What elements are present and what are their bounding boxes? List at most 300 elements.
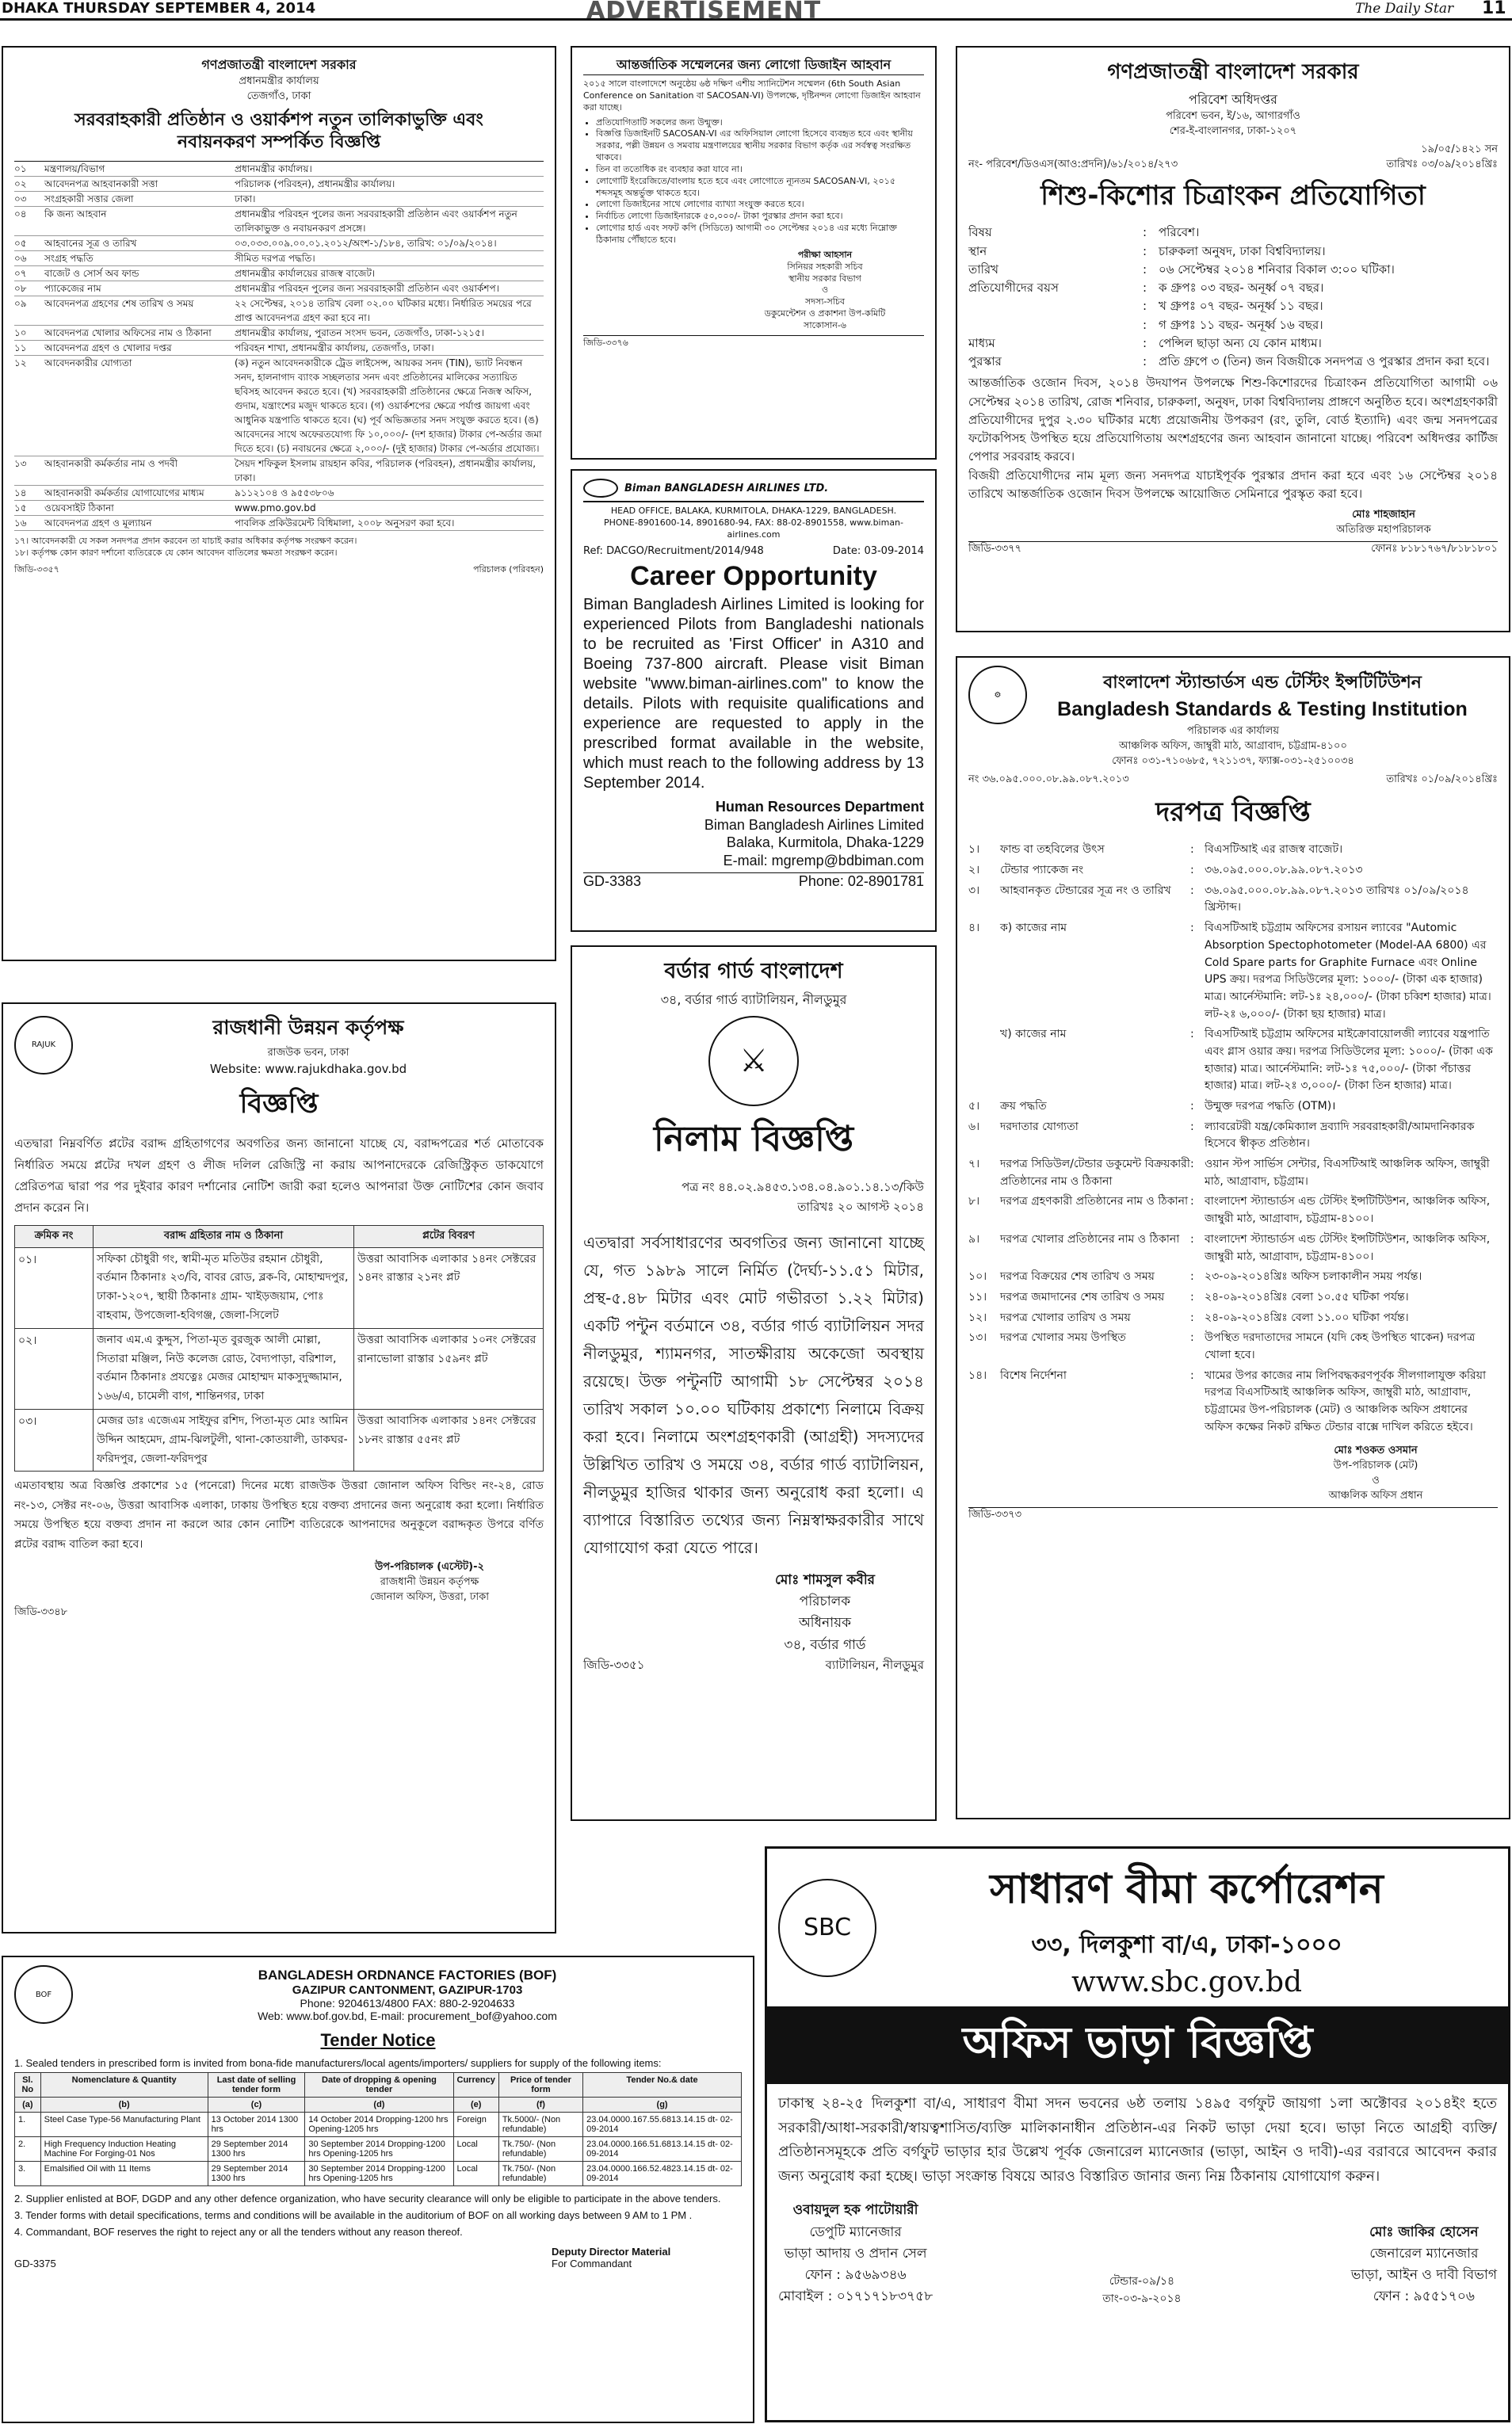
signature-name: মোঃ শওকত ওসমান bbox=[1334, 1445, 1418, 1457]
cell-allottee: মেজর ডাঃ এজেএম সাইফুর রশিদ, পিতা-মৃত মোঃ আমিন উদ্দিন আহমেদ, গ্রাম-ঝিলটুলী, থানা-কোতয়ালী, ডাকঘর- ফরিদপুর, জেলা-ফরিদপুর bbox=[94, 1409, 354, 1471]
table-row bbox=[14, 516, 544, 531]
row-number: ১০। bbox=[968, 1270, 987, 1284]
row-number: ১৫ bbox=[14, 502, 27, 513]
row-number: ০৫ bbox=[14, 237, 27, 249]
cell-sell: 13 October 2014 1300 hrs bbox=[208, 2113, 305, 2137]
row-key: খ) কাজের নাম bbox=[1000, 1028, 1067, 1041]
table-header: Nomenclature & Quantity bbox=[40, 2073, 208, 2098]
list-item: • নির্বাচিত লোগো ডিজাইনারকে ৫০,০০০/- টাকা পুরস্কার প্রদান করা হবে। bbox=[596, 211, 924, 223]
row-key: সংগ্রহকারী সত্তার জেলা bbox=[44, 193, 134, 204]
cell-sell: 29 September 2014 1300 hrs bbox=[208, 2162, 305, 2186]
cell-sl: 3. bbox=[15, 2162, 41, 2186]
row-key: প্যাকেজের নাম bbox=[44, 282, 101, 294]
contact-phone: ফোন : ৯৫৬৯৩৪৬ bbox=[804, 2266, 907, 2283]
cell-price: Tk.750/- (Non refundable) bbox=[498, 2137, 582, 2162]
row-key: আহবানের সূত্র ও তারিখ bbox=[44, 237, 137, 249]
list-item: • লোগো ডিজাইনের সাথে লোগোর ব্যাখ্যা সংযুক্ত করতে হবে। bbox=[596, 199, 924, 211]
address: ৩৩, দিলকুশা বা/এ, ঢাকা-১০০০ bbox=[1031, 1931, 1342, 1959]
ad-title: গণপ্রজাতন্ত্রী বাংলাদেশ সরকার bbox=[1107, 60, 1359, 84]
row-number: ৩। bbox=[968, 884, 980, 897]
note: 4. Commandant, BOF reserves the right to reject any or all the tenders without any reason thereof. bbox=[14, 2226, 463, 2238]
cell-allottee: সফিকা চৌধুরী গং, স্বামী-মৃত মতিউর রহমান চৌধুরী, বর্তমান ঠিকানাঃ ২৩/বি, বাবর রোড, ব্লক-বি, মোহাম্মদপুর, ঢাকা-১২০৭, স্থায়ী ঠিকানাঃ গ্রাম- খাইড়জয়াম, পোঃ বাহবাম, উপজেলা-হবিগঞ্জ, জেলা-সিলেট bbox=[94, 1247, 354, 1328]
row-number: ১২। bbox=[968, 1311, 987, 1324]
detail-key bbox=[968, 316, 1143, 334]
note: ১৮। কর্তৃপক্ষ কোন কারণ দর্শানো ব্যতিরেকে যে কোন আবেদন বাতিলের ক্ষমতা সংরক্ষণ করেন। bbox=[14, 547, 338, 558]
table-row bbox=[14, 501, 544, 516]
row-number: ১১ bbox=[14, 342, 27, 353]
detail-key: তারিখ bbox=[968, 261, 998, 277]
table-row bbox=[15, 2162, 742, 2186]
tender-number: টেন্ডার-০৯/১৪ bbox=[1109, 2274, 1175, 2288]
cell-number: ০১। bbox=[15, 1247, 94, 1328]
table-header: ক্রমিক নং bbox=[15, 1225, 94, 1247]
ad-title-en: Bangladesh Standards & Testing Institution bbox=[1057, 698, 1468, 720]
signature-title: সাকোসান-৬ bbox=[804, 319, 846, 330]
cell-price: Tk.5000/- (Non refundable) bbox=[498, 2113, 582, 2137]
row-number: ০৯ bbox=[14, 297, 27, 309]
table-row bbox=[14, 281, 544, 296]
row-number: ০৬ bbox=[14, 252, 27, 264]
table-header: Currency bbox=[453, 2073, 498, 2098]
detail-colon: : bbox=[1143, 243, 1147, 258]
row-value: ২৪-০৯-২০১৪খ্রিঃ বেলা ১০.৫৫ ঘটিকা পর্যন্ত। bbox=[1205, 1290, 1409, 1304]
contact-mobile: মোবাইল : ০১৭১৭১৮৩৭৫৮ bbox=[778, 2288, 934, 2305]
row-number: ১৩ bbox=[14, 457, 27, 469]
detail-colon: : bbox=[1143, 281, 1147, 296]
ad-subtitle: পরিবেশ ভবন, ই/১৬, আগারগাঁও bbox=[1166, 110, 1300, 122]
cell-item: High Frequency Induction Heating Machine For Forging-01 Nos bbox=[40, 2137, 208, 2162]
row-value: ২৩-০৯-২০১৪খ্রিঃ অফিস চলাকালীন সময় পর্যন্ত। bbox=[1205, 1270, 1422, 1284]
tender-row bbox=[968, 862, 1498, 880]
row-key: বিশেষ নির্দেশনা bbox=[1000, 1369, 1067, 1382]
bsti-logo-icon: ⚙ bbox=[968, 666, 1027, 724]
contact-title: জেনারেল ম্যানেজার bbox=[1369, 2245, 1479, 2262]
detail-row bbox=[968, 223, 1498, 242]
table-row bbox=[14, 192, 544, 207]
detail-row bbox=[968, 316, 1498, 334]
phone: Phone: 9204613/4800 FAX: 880-2-9204633 bbox=[300, 1996, 515, 2010]
row-colon: : bbox=[1190, 1028, 1194, 1041]
detail-row bbox=[968, 297, 1498, 315]
gd-number: জিডি-৩৩৫১ bbox=[583, 1657, 645, 1672]
row-colon: : bbox=[1190, 864, 1194, 877]
phone: Phone: 02-8901781 bbox=[798, 873, 924, 890]
intro: 1. Sealed tenders in prescribed form is invited from bona-fide manufacturers/local agents/importers/ suppliers for supply of the following items: bbox=[14, 2057, 662, 2069]
signature-title: পরিচালক (পরিবহন) bbox=[473, 563, 544, 575]
detail-key: মাধ্যম bbox=[968, 335, 995, 350]
contact-name: ওবায়দুল হক পাটোয়ারী bbox=[792, 2202, 918, 2219]
row-colon: : bbox=[1190, 1369, 1194, 1382]
table-header: প্লটের বিবরণ bbox=[354, 1225, 544, 1247]
signature-title: ডকুমেন্টেশন ও প্রকাশনা উপ-কমিটি bbox=[764, 308, 886, 319]
date: তারিখঃ ২০ আগস্ট ২০১৪ bbox=[797, 1200, 924, 1214]
tender-row bbox=[968, 920, 1498, 1023]
ad-bof-tender bbox=[2, 1956, 754, 2423]
detail-row bbox=[968, 279, 1498, 297]
cell-number: ০৩। bbox=[15, 1409, 94, 1471]
cell-cur: Local bbox=[453, 2162, 498, 2186]
table-row bbox=[14, 177, 544, 192]
table-row bbox=[14, 341, 544, 356]
row-key: ওয়েবসাইট ঠিকানা bbox=[44, 502, 114, 513]
row-number: ৪। bbox=[968, 922, 980, 935]
ad-subtitle: GAZIPUR CANTONMENT, GAZIPUR-1703 bbox=[292, 1983, 523, 1997]
signature-title: পরিচালক bbox=[799, 1594, 851, 1610]
table-row bbox=[15, 1409, 544, 1471]
signature-email: E-mail: mgremp@bdbiman.com bbox=[723, 852, 924, 868]
table-subheader: (c) bbox=[208, 2098, 305, 2113]
reference: নং ৩৬.০৯৫.০০০.০৮.৯৯.০৮৭.২০১৩ bbox=[968, 773, 1129, 785]
row-key: দরপত্র গ্রহণকারী প্রতিষ্ঠানের নাম ও ঠিকানা bbox=[1000, 1195, 1189, 1208]
row-value: www.pmo.gov.bd bbox=[235, 502, 316, 513]
row-value: পরিবহন শাখা, প্রধানমন্ত্রীর কার্যালয়, তেজগাঁও, ঢাকা। bbox=[235, 342, 434, 353]
address: HEAD OFFICE, BALAKA, KURMITOLA, DHAKA-1229, BANGLADESH. bbox=[610, 506, 897, 516]
row-value: পাবলিক প্রকিউরমেন্ট বিধিমালা, ২০০৮ অনুসরণ করা হবে। bbox=[235, 517, 455, 529]
signature-title: অতিরিক্ত মহাপরিচালক bbox=[1336, 523, 1431, 536]
cell-drop: 30 September 2014 Dropping-1200 hrs Opening-1205 hrs bbox=[305, 2137, 453, 2162]
signature-addr: Balaka, Kurmitola, Dhaka-1229 bbox=[726, 834, 924, 851]
signature-org: Biman Bangladesh Airlines Limited bbox=[704, 816, 924, 833]
bgb-emblem-icon: ⚔ bbox=[708, 1016, 799, 1106]
gd-number: জিডি-৩৩৭৭ bbox=[968, 542, 1022, 555]
row-colon: : bbox=[1190, 1270, 1194, 1284]
detail-key: স্থান bbox=[968, 243, 987, 258]
cell-price: Tk.750/- (Non refundable) bbox=[498, 2162, 582, 2186]
signature-name: মোঃ শামসুল কবীর bbox=[774, 1572, 876, 1588]
row-key: আহবানকারী কর্মকর্তার নাম ও পদবী bbox=[44, 457, 178, 469]
row-value: প্রধানমন্ত্রীর কার্যালয়ের রাজস্ব বাজেট। bbox=[235, 267, 376, 279]
signature-sub: For Commandant bbox=[552, 2258, 632, 2269]
ad-subtitle: ফোনঃ ০৩১-৭১০৬৮৫, ৭২১১৩৭, ফ্যাক্স-০৩১-২৫১০০৩৪ bbox=[1112, 754, 1354, 767]
biman-logo-icon bbox=[583, 479, 618, 498]
ad-title: বাংলাদেশ স্ট্যান্ডার্ডস এন্ড টেস্টিং ইন্সটিটিউশন bbox=[1103, 673, 1422, 693]
row-colon: : bbox=[1190, 884, 1194, 897]
row-key: আবেদনকারীর যোগ্যতা bbox=[44, 357, 132, 368]
row-key: টেন্ডার প্যাকেজ নং bbox=[1000, 864, 1084, 877]
row-key: আবেদনপত্র আহবানকারী সত্তা bbox=[44, 178, 158, 189]
cell-drop: 30 September 2014 Dropping-1200 hrs Opening-1205 hrs bbox=[305, 2162, 453, 2186]
row-value: সীমিত দরপত্র পদ্ধতি। bbox=[235, 252, 315, 264]
row-number: ৫। bbox=[968, 1100, 980, 1113]
row-value: বিএসটিআই এর রাজস্ব বাজেট। bbox=[1205, 843, 1343, 857]
page-header bbox=[0, 0, 1512, 25]
row-colon: : bbox=[1190, 843, 1194, 857]
note: ১৭। আবেদনকারী যে সকল সনদপত্র প্রদান করবেন তা যাচাই করার অধিকার কর্তৃপক্ষ সংরক্ষণ করেন। bbox=[14, 535, 357, 546]
bof-logo-icon: BOF bbox=[14, 1965, 73, 2024]
cell-cur: Foreign bbox=[453, 2113, 498, 2137]
detail-row bbox=[968, 261, 1498, 279]
row-value: ল্যাবরেটরী যন্ত্র/কেমিক্যাল দ্রব্যাদি সরবরাহকারী/আমদানিকারক হিসেবে স্বীকৃত প্রতিষ্ঠান। bbox=[1205, 1120, 1475, 1151]
contact-title: ডেপুটি ম্যানেজার bbox=[809, 2224, 902, 2240]
table-header: Tender No.& date bbox=[583, 2073, 742, 2098]
table-row bbox=[15, 2137, 742, 2162]
reference: Ref: DACGO/Recruitment/2014/948 bbox=[583, 544, 764, 557]
tender-row bbox=[968, 1269, 1498, 1286]
row-number: ১৩। bbox=[968, 1331, 987, 1345]
row-key: কি জন্য আহবান bbox=[44, 208, 107, 219]
detail-row bbox=[968, 242, 1498, 261]
tender-row bbox=[968, 1119, 1498, 1153]
contact-name: মোঃ জাকির হোসেন bbox=[1369, 2224, 1479, 2240]
plot-table bbox=[14, 1225, 544, 1472]
table-header: Price of tender form bbox=[498, 2073, 582, 2098]
table-row bbox=[14, 456, 544, 486]
row-value: ঢাকা। bbox=[235, 193, 256, 204]
row-key: দরদাতার যোগ্যতা bbox=[1000, 1120, 1079, 1133]
signature-org: রাজধানী উন্নয়ন কর্তৃপক্ষ bbox=[380, 1576, 479, 1589]
detail-value: ক গ্রুপঃ ০৩ বছর- অনূর্ধ্ব ০৭ বছর। bbox=[1159, 281, 1324, 296]
contact-phone: ফোন : ৯৫৫১৭০৬ bbox=[1373, 2288, 1475, 2305]
detail-colon: : bbox=[1143, 317, 1147, 332]
ad-painting-competition bbox=[956, 46, 1510, 632]
ad-subtitle: রাজউক ভবন, ঢাকা bbox=[267, 1047, 349, 1059]
gd-number: GD-3375 bbox=[14, 2258, 56, 2269]
note: 2. Supplier enlisted at BOF, DGDP and any other defence organization, who have security clearance will only be eligible to participate in the above tenders. bbox=[14, 2193, 721, 2205]
tender-details bbox=[968, 842, 1498, 1436]
gd-number: GD-3383 bbox=[583, 873, 642, 890]
row-number: ৮। bbox=[968, 1195, 980, 1208]
detail-key: প্রতিযোগীদের বয়স bbox=[968, 281, 1059, 296]
ad-heading: নিলাম বিজ্ঞপ্তি bbox=[653, 1119, 854, 1159]
row-number: ০২ bbox=[14, 178, 27, 189]
table-row bbox=[15, 1328, 544, 1409]
cell-cur: Local bbox=[453, 2137, 498, 2162]
row-key: বাজেট ও সোর্স অব ফান্ড bbox=[44, 267, 139, 279]
row-number: ০৮ bbox=[14, 282, 27, 294]
ad-biman-career bbox=[571, 469, 937, 932]
table-subheader: (e) bbox=[453, 2098, 498, 2113]
row-key: ফান্ড বা তহবিলের উৎস bbox=[1000, 843, 1105, 857]
row-value: প্রধানমন্ত্রীর কার্যালয়। bbox=[235, 162, 312, 174]
table-row bbox=[14, 486, 544, 501]
ad-heading: বিজ্ঞপ্তি bbox=[239, 1087, 319, 1120]
detail-value: পরিবেশ। bbox=[1159, 225, 1200, 240]
table-row bbox=[14, 356, 544, 456]
cell-sl: 1. bbox=[15, 2113, 41, 2137]
table-row bbox=[14, 236, 544, 251]
ad-rajuk-notice bbox=[2, 1002, 556, 1933]
header-dateline: DHAKA THURSDAY SEPTEMBER 4, 2014 bbox=[2, 0, 316, 17]
reference: পত্র নং ৪৪.০২.৯৪৫৩.১৩৪.০৪.৯০১.১৪.১৩/কিউ bbox=[682, 1180, 924, 1194]
row-colon: : bbox=[1190, 1232, 1194, 1246]
tender-row bbox=[968, 1310, 1498, 1327]
ad-heading: শিশু-কিশোর চিত্রাংকন প্রতিযোগিতা bbox=[1040, 180, 1426, 212]
row-colon: : bbox=[1190, 922, 1194, 935]
row-value: ৩৬.০৯৫.০০০.০৮.৯৯.০৮৭.২০১৩ bbox=[1205, 864, 1363, 877]
page-number: 11 bbox=[1482, 0, 1506, 18]
signature-title: সিনিয়র সহকারী সচিব bbox=[787, 261, 863, 272]
table-header: Date of dropping & opening tender bbox=[305, 2073, 453, 2098]
row-key: দরপত্র খোলার সময় উপস্থিত bbox=[1000, 1331, 1126, 1345]
table-row bbox=[14, 251, 544, 266]
detail-value: চারুকলা অনুষদ, ঢাকা বিশ্ববিদ্যালয়। bbox=[1159, 243, 1326, 258]
tender-row bbox=[968, 1156, 1498, 1190]
ad-title: BANGLADESH ORDNANCE FACTORIES (BOF) bbox=[258, 1967, 557, 1983]
detail-value: প্রতি গ্রুপে ৩ (তিন) জন বিজয়ীকে সনদপত্র ও পুরস্কার প্রদান করা হবে। bbox=[1159, 354, 1490, 369]
cell-item: Steel Case Type-56 Manufacturing Plant bbox=[40, 2113, 208, 2137]
cell-tender: 23.04.0000.167.55.6813.14.15 dt- 02-09-2014 bbox=[583, 2113, 742, 2137]
row-number: ১। bbox=[968, 843, 980, 857]
detail-value: গ গ্রুপঃ ১১ বছর- অনূর্ধ্ব ১৬ বছর। bbox=[1159, 317, 1323, 332]
cell-drop: 14 October 2014 Dropping-1200 hrs Opening-1205 hrs bbox=[305, 2113, 453, 2137]
ad-bgb-auction bbox=[571, 945, 937, 1821]
date-bangla: ১৯/০৫/১৪২১ সন bbox=[1421, 143, 1498, 155]
ad-bsti-tender bbox=[956, 656, 1510, 1819]
row-number: ১১। bbox=[968, 1290, 987, 1304]
table-subheader: (g) bbox=[583, 2098, 742, 2113]
row-number: ১৪। bbox=[968, 1369, 987, 1382]
detail-colon: : bbox=[1143, 335, 1147, 350]
ad-heading: দরপত্র বিজ্ঞপ্তি bbox=[1155, 796, 1311, 829]
signature-title: উপ-পরিচালক (এস্টেট)-২ bbox=[375, 1561, 484, 1574]
row-key: দরপত্র জমাদানের শেষ তারিখ ও সময় bbox=[1000, 1290, 1165, 1304]
table-header: বরাদ্দ গ্রহিতার নাম ও ঠিকানা bbox=[94, 1225, 354, 1247]
detail-colon: : bbox=[1143, 354, 1147, 369]
table-header: Sl. No bbox=[15, 2073, 41, 2098]
row-number: ১৪ bbox=[14, 487, 27, 498]
row-number: ৯। bbox=[968, 1232, 980, 1246]
contact-dept: ভাড়া আদায় ও প্রদান সেল bbox=[784, 2245, 927, 2262]
sbc-logo-icon: SBC bbox=[778, 1879, 876, 1977]
contact-dept: ভাড়া, আইন ও দাবী বিভাগ bbox=[1350, 2266, 1497, 2283]
gd-number: জিডি-৩৩৫৭ bbox=[14, 563, 59, 575]
banner-heading: অফিস ভাড়া বিজ্ঞপ্তি bbox=[767, 2006, 1508, 2084]
table-row bbox=[14, 162, 544, 177]
contact: PHONE-8901600-14, 8901680-94, FAX: 88-02-8901558, www.biman-airlines.com bbox=[603, 517, 904, 540]
row-number: ০১ bbox=[14, 162, 27, 174]
table-subheader: (a) bbox=[15, 2098, 41, 2113]
row-number bbox=[968, 1026, 1000, 1095]
rajuk-logo-icon: RAJUK bbox=[14, 1016, 73, 1075]
tender-row bbox=[968, 883, 1498, 917]
table-row bbox=[15, 1247, 544, 1328]
row-number: ০৪ bbox=[14, 208, 27, 219]
row-key: আবেদনপত্র গ্রহণের শেষ তারিখ ও সময় bbox=[44, 297, 194, 309]
cell-item: Emalsified Oil with 11 Items bbox=[40, 2162, 208, 2186]
signature-title: অধিনায়ক bbox=[798, 1615, 852, 1632]
signature-title: Deputy Director Material bbox=[552, 2246, 671, 2258]
row-key: দরপত্র খোলার তারিখ ও সময় bbox=[1000, 1311, 1131, 1324]
date: Date: 03-09-2014 bbox=[832, 544, 924, 557]
tender-row bbox=[968, 1026, 1498, 1095]
gd-number: জিডি-৩৩৭৩ bbox=[968, 1507, 1498, 1523]
web: Web: www.bof.gov.bd, E-mail: procurement_bof@yahoo.com bbox=[258, 2009, 557, 2022]
table-header: Last date of selling tender form bbox=[208, 2073, 305, 2098]
table-subheader: (d) bbox=[305, 2098, 453, 2113]
ad-heading: Tender Notice bbox=[320, 2030, 436, 2050]
row-key: ক) কাজের নাম bbox=[1000, 922, 1067, 935]
ad-subtitle: তেজগাঁও, ঢাকা bbox=[246, 90, 311, 102]
row-colon: : bbox=[1190, 1311, 1194, 1324]
row-value: পরিচালক (পরিবহন), প্রধানমন্ত্রীর কার্যালয়। bbox=[235, 178, 395, 189]
row-value: ৩৬.০৯৫.০০০.০৮.৯৯.০৮৭.২০১৩ তারিখঃ ০১/০৯/২০১৪ খ্রিস্টাব্দ। bbox=[1205, 884, 1469, 914]
tender-row bbox=[968, 1289, 1498, 1307]
row-number: ৬। bbox=[968, 1120, 980, 1133]
ad-title: রাজধানী উন্নয়ন কর্তৃপক্ষ bbox=[212, 1016, 404, 1039]
row-key: আবেদনপত্র গ্রহণ ও মূল্যায়ন bbox=[44, 517, 152, 529]
row-number: ০৩ bbox=[14, 193, 27, 204]
detail-key: বিষয় bbox=[968, 225, 992, 240]
row-colon: : bbox=[1190, 1158, 1194, 1171]
ad-heading: Career Opportunity bbox=[630, 561, 877, 592]
row-key: আবেদনপত্র গ্রহণ ও খোলার দপ্তর bbox=[44, 342, 172, 353]
row-key: আহবানকারী কর্মকর্তার যোগাযোগের মাধ্যম bbox=[44, 487, 204, 498]
table-row bbox=[14, 296, 544, 326]
detail-value: ০৬ সেপ্টেম্বর ২০১৪ শনিবার বিকাল ৩:০০ ঘটিকা। bbox=[1159, 261, 1395, 277]
row-number: ১০ bbox=[14, 326, 27, 338]
row-number: ২। bbox=[968, 864, 980, 877]
list-item: • বিজ্ঞপ্তি ডিজাইনটি SACOSAN-VI এর অফিসিয়াল লোগো হিসেবে ব্যবহৃত হবে এবং স্থানীয় সরকার, পল্লী উন্নয়ন ও সমবায় মন্ত্রণালয়ের স্থানীয় সরকার বিভাগ কর্তৃক এর সর্বস্বত্ব সংরক্ষিত থাকবে। bbox=[596, 128, 924, 164]
ad-body-2: বিজয়ী প্রতিযোগীদের নাম মূল্য জন্য সনদপত্র যাচাইপূর্বক পুরস্কার প্রদান করা হবে এবং ১৬ সেপ্টেম্বর ২০১৪ তারিখে আন্তর্জাতিক ওজোন দিবস উপলক্ষে আয়োজিত সেমিনারে পুরস্কৃত করা হবে। bbox=[968, 468, 1498, 501]
signature-title: সদস্য-সচিব bbox=[805, 296, 845, 307]
notice-table bbox=[14, 161, 544, 531]
ad-subtitle: ৩৪, বর্ডার গার্ড ব্যাটালিয়ন, নীলডুমুর bbox=[660, 992, 847, 1007]
row-value: ২৪-০৯-২০১৪খ্রিঃ বেলা ১১.০০ ঘটিকা পর্যন্ত। bbox=[1205, 1311, 1409, 1324]
ad-sbc-office-rent bbox=[765, 1846, 1510, 2422]
row-value: উপস্থিত দরদাতাদের সামনে (যদি কেহ উপস্থিত থাকেন) দরপত্র খোলা হবে। bbox=[1205, 1331, 1476, 1361]
ad-heading: আন্তর্জাতিক সম্মেলনের জন্য লোগো ডিজাইন আহবান bbox=[583, 55, 924, 75]
row-number: ১২ bbox=[14, 357, 27, 368]
signature-name: পরীক্ষা আহসান bbox=[797, 249, 853, 260]
signature-title: স্থানীয় সরকার বিভাগ bbox=[788, 273, 861, 284]
ad-body: আন্তর্জাতিক ওজোন দিবস, ২০১৪ উদযাপন উপলক্ষে শিশু-কিশোরদের চিত্রাংকন প্রতিযোগিতা আগামী ০৬ সেপ্টেম্বর ২০১৪ তারিখ, রোজ শনিবার, চারুকলা, অনুষদ, ঢাকা বিশ্ববিদ্যালয় প্রাঙ্গণে অনুষ্ঠিত হবে। অংশগ্রহণকারী প্রতিযোগীদের দুপুর ২.৩০ ঘটিকার মধ্যে প্রয়োজনীয় উপকরণ (রং, তুলি, বোর্ড ইত্যাদি) এবং জন্ম সনদপত্রের ফটোকপিসহ উপস্থিত হয়ে প্রতিযোগিতায় অংশগ্রহণের জন্য আহবান জানানো যাচ্ছে। পরিবেশ অধিদপ্তর কার্টিজ পেপার সরবরাহ করবে। bbox=[968, 376, 1498, 464]
date: তারিখঃ ০৩/০৯/২০১৪খ্রিঃ bbox=[1386, 158, 1498, 170]
row-number: ১৬ bbox=[14, 517, 27, 529]
signature-addr: জোনাল অফিস, উত্তরা, ঢাকা bbox=[370, 1591, 489, 1604]
cell-tender: 23.04.0000.166.51.6813.14.15 dt- 02-09-2014 bbox=[583, 2137, 742, 2162]
tender-row bbox=[968, 842, 1498, 859]
signature-title: ৩৪, বর্ডার গার্ড bbox=[784, 1636, 866, 1653]
row-value: বাংলাদেশ স্ট্যান্ডার্ডস এন্ড টেস্টিং ইন্সটিটিউশন, আঞ্চলিক অফিস, জাম্বুরী মাঠ, আগ্রাবাদ, চট্টগ্রাম-৪১০০। bbox=[1205, 1195, 1491, 1226]
row-key: ক্রয় পদ্ধতি bbox=[1000, 1100, 1047, 1113]
row-value: বিএসটিআই চট্টগ্রাম অফিসের রসায়ন ল্যাবের "Automic Absorption Spectophotometer (Model-AA 6800) এর Cold Spare parts for Graphite Furnace এবং Online UPS ক্রয়। দরপত্র সিডিউলের মূল্য: ১০০০/- (টাকা এক হাজার) মাত্র। আর্নেস্টমানি: লট-১ঃ ২৪,০০০/- (টাকা চব্বিশ হাজার) মাত্র। লট-২ঃ ৬,০০০/- (টাকা ছয় হাজার) মাত্র। bbox=[1205, 922, 1491, 1021]
row-value: ২২ সেপ্টেম্বর, ২০১৪ তারিখ বেলা ০২.০০ ঘটিকার মধ্যে। নির্ধারিত সময়ের পরে প্রাপ্ত আবেদনপত্র গ্রহণ করা হবে না। bbox=[235, 297, 532, 323]
tender-row bbox=[968, 1193, 1498, 1227]
tender-row bbox=[968, 1330, 1498, 1364]
ad-logo-design-call bbox=[571, 46, 937, 460]
cell-number: ০২। bbox=[15, 1328, 94, 1409]
cell-allottee: জনাব এম.এ কুদ্দুস, পিতা-মৃত বুরজুক আলী মোল্লা, সিতারা মঞ্জিল, নিউ কলেজ রোড, বৈদ্যপাড়া, বরিশাল, বর্তমান ঠিকানাঃ প্রযত্নেঃ মেজর মোহাম্মদ মাকসুদুজ্জামান, ১৬৬/এ, চামেলী বাগ, শান্তিনগর, ঢাকা bbox=[94, 1328, 354, 1409]
date: তারিখঃ ০১/০৯/২০১৪খ্রিঃ bbox=[1386, 773, 1498, 785]
newspaper-logo: The Daily Star bbox=[1355, 1, 1454, 17]
ad-pmo-supplier-notice bbox=[2, 46, 556, 961]
website[interactable]: www.sbc.gov.bd bbox=[1071, 1966, 1303, 1998]
tender-row bbox=[968, 1368, 1498, 1437]
cell-plot: উত্তরা আবাসিক এলাকার ১০নং সেক্টরের রানাভোলা রাস্তার ১৫৯নং প্লট bbox=[354, 1328, 544, 1409]
row-value: বাংলাদেশ স্ট্যান্ডার্ডস এন্ড টেস্টিং ইন্সটিটিউশন, আঞ্চলিক অফিস, জাম্বুরী মাঠ, আগ্রাবাদ, চট্টগ্রাম-৪১০০। bbox=[1205, 1232, 1491, 1263]
row-key: সংগ্রহ পদ্ধতি bbox=[44, 252, 94, 264]
row-value: প্রধানমন্ত্রীর পরিবহন পুলের জন্য সরবরাহকারী প্রতিষ্ঠান এবং ওয়ার্কশপ নতুন তালিকাভুক্ত ও নবায়নকরণ প্রসঙ্গে। bbox=[235, 208, 517, 234]
website[interactable]: Website: www.rajukdhaka.gov.bd bbox=[209, 1061, 407, 1076]
tender-table bbox=[14, 2072, 742, 2186]
ad-subtitle: পরিচালক এর কার্যালয় bbox=[1186, 725, 1280, 737]
row-value: ০৩.০৩৩.০০৯.০০.০১.২০১২/অংশ-১/১৮৪, তারিখ: ০১/০৯/২০১৪। bbox=[235, 237, 497, 249]
row-colon: : bbox=[1190, 1100, 1194, 1113]
ad-subtitle: পরিবেশ অধিদপ্তর bbox=[1189, 92, 1277, 107]
ad-body: এতদ্বারা নিম্নবর্ণিত প্লটের বরাদ্দ গ্রহিতাগণের অবগতির জন্য জানানো যাচ্ছে যে, বরাদ্দপত্রের শর্ত মোতাবেক নির্ধারিত সময়ে প্লটের দখল গ্রহণ ও লীজ দলিল রেজিস্ট্রি না করায় আপনাদেরকে রেজিস্ট্রিকৃত ডাকযোগে প্রেরিতপত্র দ্বারা পর পর দুইবার কারণ দর্শানোর নোটিশ জারী করা হলেও আপনারা উক্ত নোটিশের কোন জবাব প্রদান করেন নি। bbox=[14, 1136, 544, 1215]
phone: ফোনঃ ৮১৮১৭৬৭/৮১৮১৮০১ bbox=[1371, 542, 1498, 555]
ad-footer: এমতাবস্থায় অত্র বিজ্ঞপ্তি প্রকাশের ১৫ (পনেরো) দিনের মধ্যে রাজউক উত্তরা জোনাল অফিস বিল্ডিং নং-২৪, রোড নং-১৩, সেক্টর নং-০৬, উত্তরা আবাসিক এলাকা, ঢাকায় উপস্থিত হয়ে বক্তব্য প্রদানের জন্য অনুরোধ করা হলো। নির্ধারিত সময়ে উপস্থিত হয়ে বক্তব্য প্রদান না করলে আর কোন নোটিশ ব্যতিরেকে আপনাদের অনুকূলে বরাদ্দকৃত উপরে বর্ণিত প্লটের বরাদ্দ বাতিল করা হবে। bbox=[14, 1479, 544, 1551]
ad-title: গণপ্রজাতন্ত্রী বাংলাদেশ সরকার bbox=[201, 57, 357, 72]
row-colon: : bbox=[1190, 1290, 1194, 1304]
list-item: • লোগোর হার্ড এবং সফট কপি (সিডিতে) আগামী ৩০ সেপ্টেম্বর ২০১৪ এর মধ্যে নিম্নোক্ত ঠিকানায় পৌঁছাতে হবে। bbox=[596, 223, 924, 246]
tender-row bbox=[968, 1098, 1498, 1116]
signature-dept: Human Resources Department bbox=[715, 799, 924, 815]
list-item: • লোগোটি ইংরেজিতে/বাংলায় হতে হবে এবং লোগোতে ন্যূনতম SACOSAN-VI, ২০১৫ শব্দসমূহ অন্তর্ভুক্ত থাকতে হবে। bbox=[596, 176, 924, 200]
ad-title: সাধারণ বীমা কর্পোরেশন bbox=[990, 1865, 1384, 1913]
row-number: ৭। bbox=[968, 1158, 980, 1171]
reference: নং- পরিবেশ/ডিওএস(আও:প্রদনি)/৬১/২০১৪/২৭৩ bbox=[968, 158, 1178, 170]
